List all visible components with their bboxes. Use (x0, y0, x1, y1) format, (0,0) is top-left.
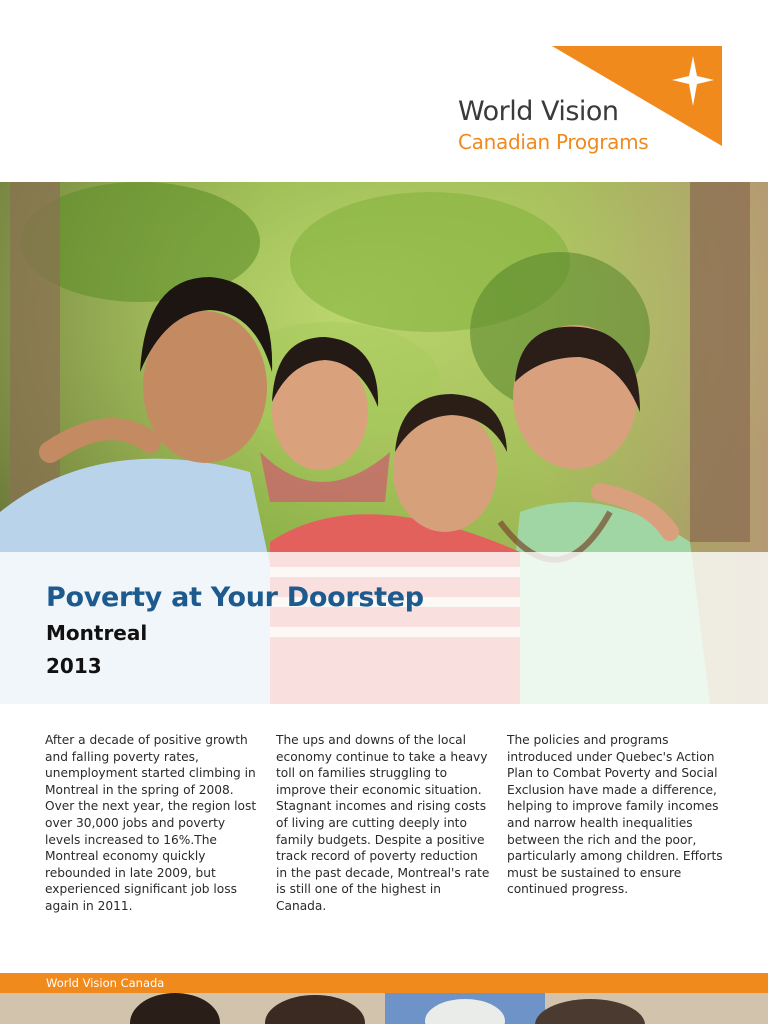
intro-column-2: The ups and downs of the local economy continue to take a heavy toll on families struggling to improve their economic situation. Stagnant incomes and rising costs of living are cutting deeply into family budgets. Despite a positive track record of poverty reduction in the past decade, Montreal's rate is still one of the highest in Canada. (276, 733, 490, 913)
logo-name: World Vision (458, 96, 619, 127)
logo-tagline: Canadian Programs (458, 130, 649, 154)
world-vision-logo (456, 44, 726, 164)
bottom-photo-strip (0, 993, 768, 1024)
year-subtitle: 2013 (46, 654, 102, 678)
intro-column-1: After a decade of positive growth and falling poverty rates, unemployment started climbing in Montreal in the spring of 2008. Over the next year, the region lost over 30,000 jobs and poverty levels increased to 16%.The Montreal economy quickly rebounded in late 2009, but experienced significant job loss again in 2011. (45, 733, 257, 913)
page-title: Poverty at Your Doorstep (46, 582, 424, 613)
city-subtitle: Montreal (46, 621, 148, 645)
footer-text: World Vision Canada (46, 976, 165, 990)
intro-column-3: The policies and programs introduced under Quebec's Action Plan to Combat Poverty and Social Exclusion have made a difference, helping to improve family incomes and narrow health inequalities between the rich and the poor, particularly among children. Efforts must be sustained to ensure continued progress. (507, 733, 723, 897)
